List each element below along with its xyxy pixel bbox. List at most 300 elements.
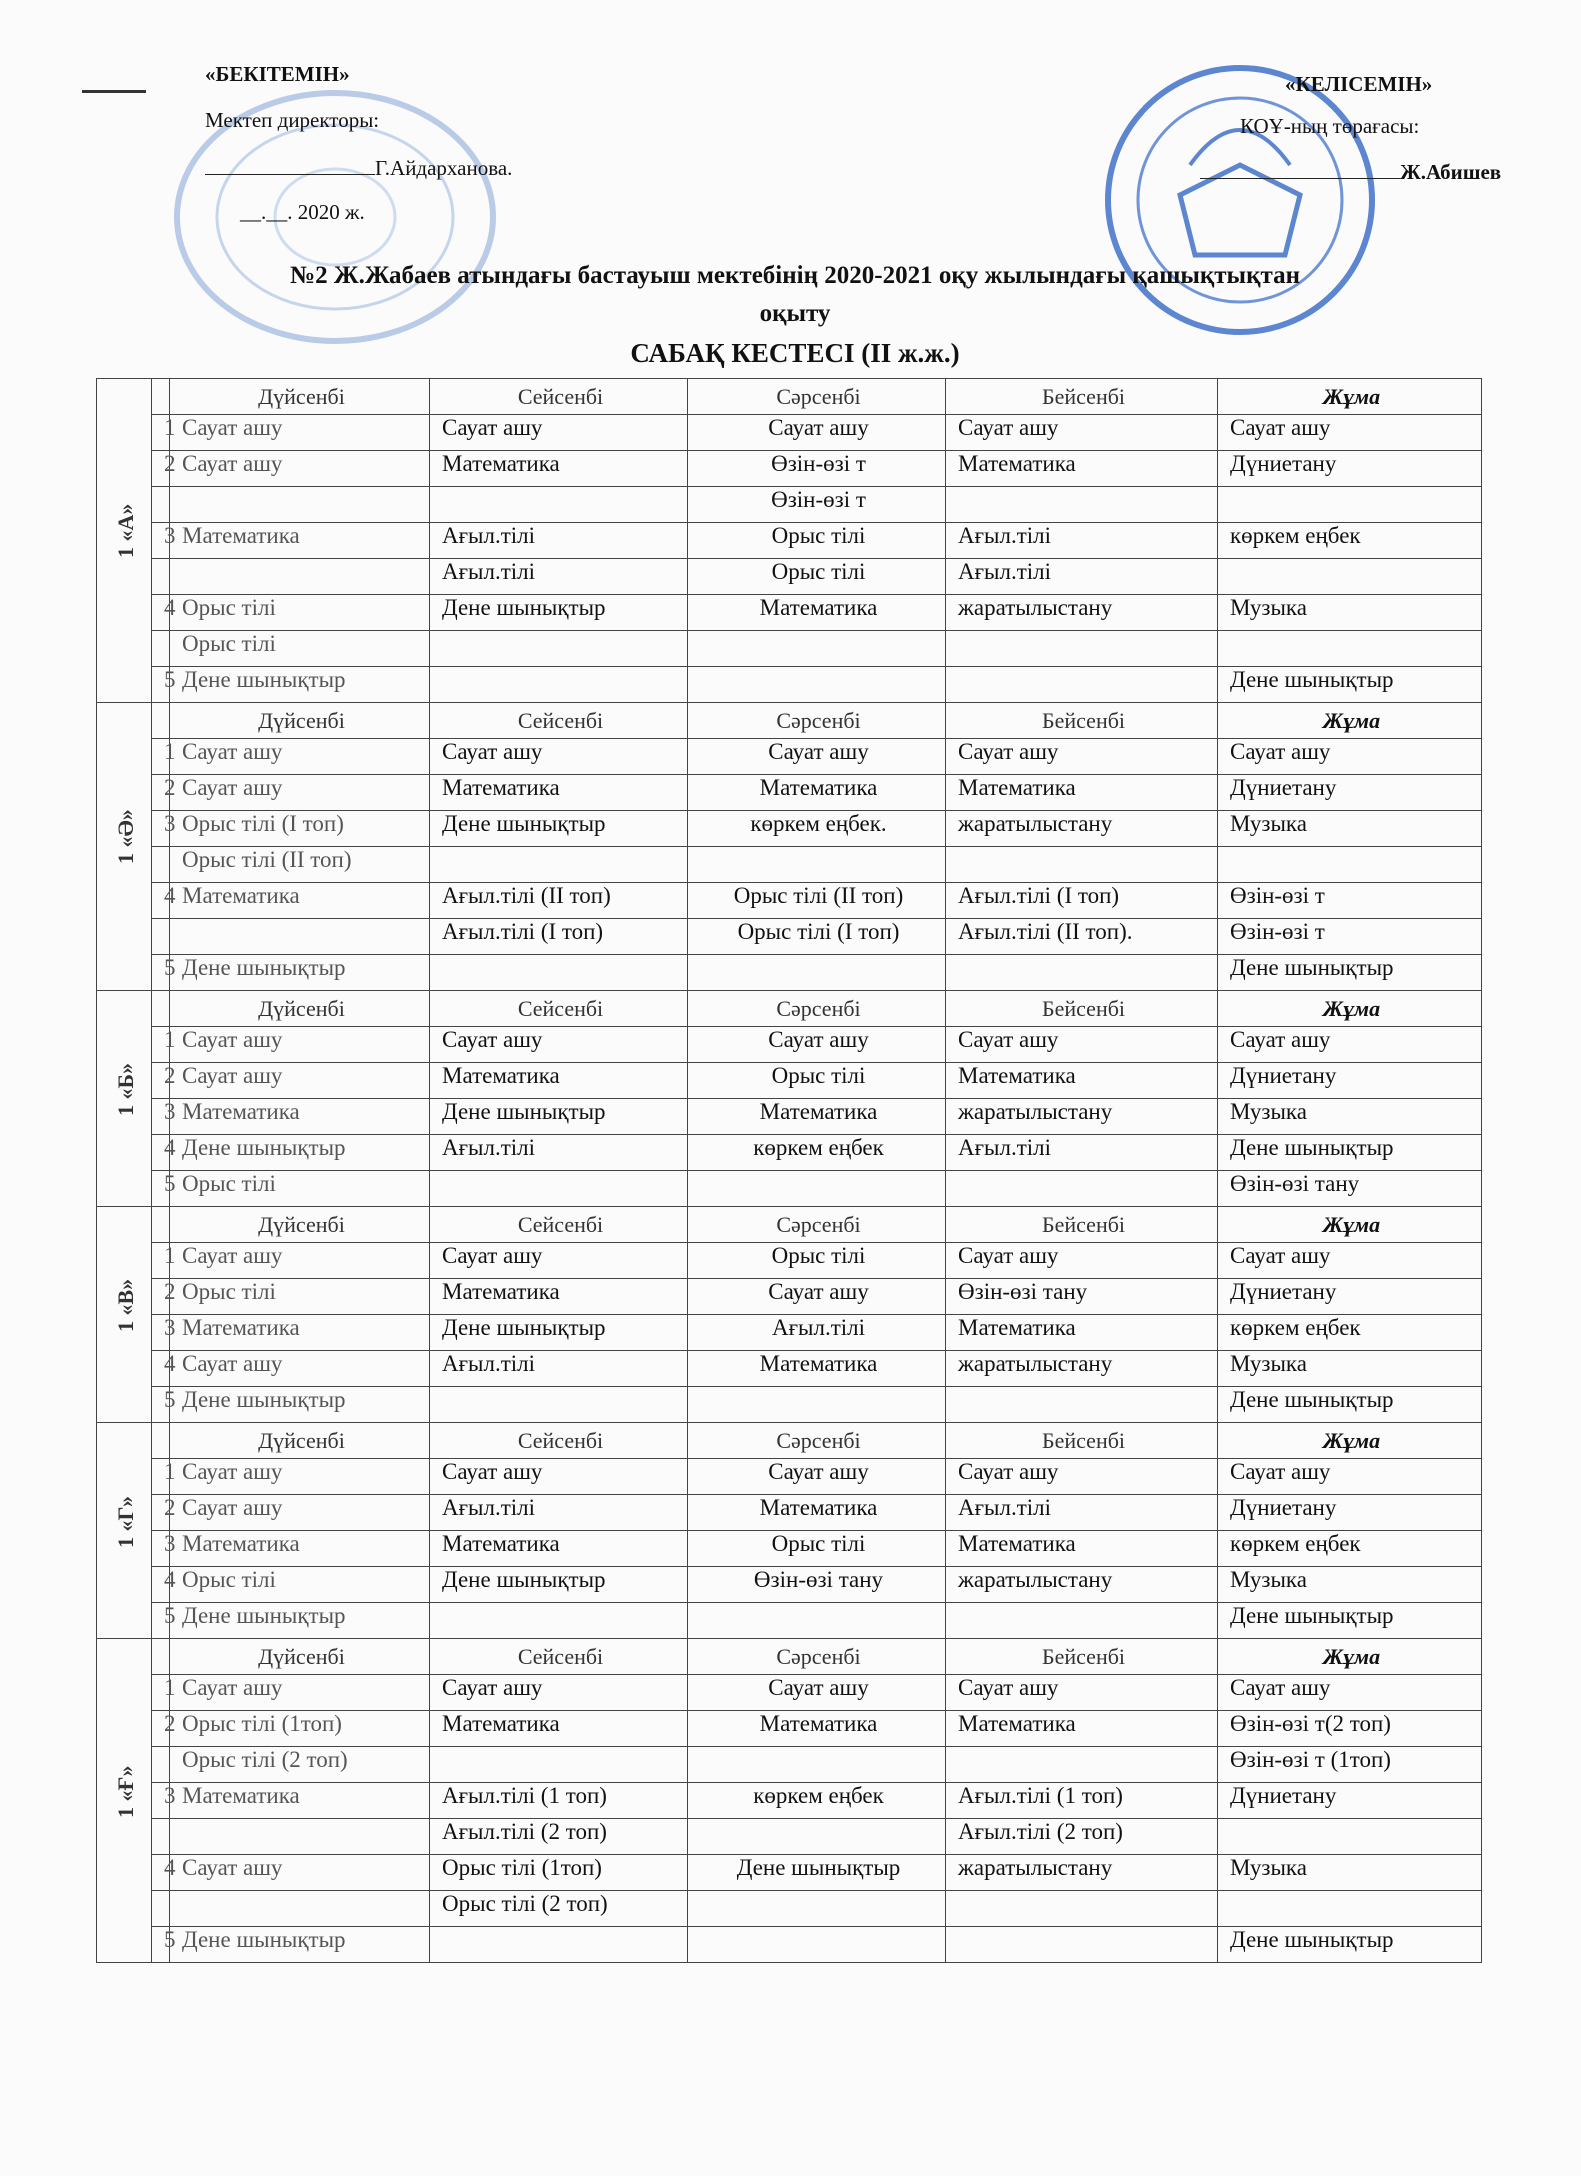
lesson-cell: Математика <box>688 1711 946 1747</box>
lesson-number: 5 <box>152 955 170 991</box>
class-label <box>97 379 152 703</box>
lesson-cell: Дене шынықтыр <box>430 1315 688 1351</box>
header-spacer <box>152 1423 170 1459</box>
lesson-cell: Орыс тілі <box>170 595 430 631</box>
class-name: 1 «Б» <box>113 1062 138 1116</box>
lesson-cell: Сауат ашу <box>1218 415 1482 451</box>
lesson-cell <box>170 1819 430 1855</box>
lesson-cell: Музыка <box>1218 1351 1482 1387</box>
lesson-cell <box>688 667 946 703</box>
lesson-cell: Дене шынықтыр <box>1218 1135 1482 1171</box>
lesson-cell: Ағыл.тілі <box>946 523 1218 559</box>
lesson-number: 5 <box>152 1927 170 1963</box>
lesson-cell <box>170 1891 430 1927</box>
lesson-cell: Орыс тілі <box>688 1243 946 1279</box>
lesson-cell: Сауат ашу <box>1218 1243 1482 1279</box>
lesson-cell: Сауат ашу <box>946 1243 1218 1279</box>
lesson-cell: жаратылыстану <box>946 595 1218 631</box>
lesson-row <box>97 1279 1482 1315</box>
lesson-cell: Математика <box>688 1495 946 1531</box>
lesson-cell: көркем еңбек <box>688 1783 946 1819</box>
lesson-cell: Сауат ашу <box>688 1027 946 1063</box>
lesson-cell: Ағыл.тілі (1 топ) <box>946 1783 1218 1819</box>
lesson-cell: Математика <box>688 1099 946 1135</box>
lesson-number <box>152 847 170 883</box>
lesson-cell <box>946 487 1218 523</box>
lesson-cell: Сауат ашу <box>1218 1459 1482 1495</box>
day-header: Жұма <box>1218 703 1482 739</box>
lesson-cell: Ағыл.тілі <box>430 1495 688 1531</box>
lesson-cell <box>1218 1891 1482 1927</box>
lesson-cell: Сауат ашу <box>430 415 688 451</box>
day-header: Жұма <box>1218 1423 1482 1459</box>
header-spacer <box>152 379 170 415</box>
header-spacer <box>152 1639 170 1675</box>
lesson-number: 3 <box>152 1531 170 1567</box>
lesson-number <box>152 559 170 595</box>
class-name: 1 «Ғ» <box>113 1765 138 1818</box>
lesson-cell: Ағыл.тілі (ІІ топ). <box>946 919 1218 955</box>
lesson-row <box>97 1351 1482 1387</box>
lesson-cell: Өзін-өзі тану <box>688 1567 946 1603</box>
stray-pen-mark <box>82 90 146 93</box>
lesson-cell: Сауат ашу <box>946 415 1218 451</box>
day-header: Бейсенбі <box>946 703 1218 739</box>
class-name: 1 «А» <box>113 503 138 558</box>
lesson-cell: Математика <box>688 595 946 631</box>
lesson-cell: Сауат ашу <box>170 1459 430 1495</box>
day-header: Сәрсенбі <box>688 1639 946 1675</box>
lesson-number <box>152 631 170 667</box>
lesson-row <box>97 1063 1482 1099</box>
lesson-cell: Сауат ашу <box>170 1027 430 1063</box>
lesson-cell: Ағыл.тілі (І топ) <box>430 919 688 955</box>
document-title-continued: оқыту <box>759 300 831 327</box>
day-header: Бейсенбі <box>946 1639 1218 1675</box>
lesson-cell: Сауат ашу <box>170 1063 430 1099</box>
day-header: Сейсенбі <box>430 1207 688 1243</box>
lesson-number: 2 <box>152 775 170 811</box>
lesson-cell: Ағыл.тілі <box>430 1351 688 1387</box>
lesson-cell: Өзін-өзі т <box>688 451 946 487</box>
lesson-number: 4 <box>152 1855 170 1891</box>
lesson-cell: Математика <box>170 883 430 919</box>
lesson-cell <box>688 955 946 991</box>
lesson-number <box>152 487 170 523</box>
day-header: Сәрсенбі <box>688 703 946 739</box>
lesson-row <box>97 1099 1482 1135</box>
lesson-cell: Орыс тілі (ІІ топ) <box>688 883 946 919</box>
lesson-cell: көркем еңбек <box>1218 523 1482 559</box>
lesson-row <box>97 847 1482 883</box>
lesson-cell <box>1218 631 1482 667</box>
lesson-row <box>97 1171 1482 1207</box>
day-header-row <box>97 1639 1482 1675</box>
lesson-row <box>97 1927 1482 1963</box>
lesson-cell <box>430 847 688 883</box>
lesson-cell <box>430 955 688 991</box>
director-label: Мектеп директоры: <box>205 108 380 132</box>
lesson-cell: Орыс тілі <box>170 1567 430 1603</box>
lesson-number: 5 <box>152 667 170 703</box>
lesson-cell: Орыс тілі (2 топ) <box>430 1891 688 1927</box>
lesson-row <box>97 1675 1482 1711</box>
lesson-row <box>97 1567 1482 1603</box>
approve-left: «БЕКІТЕМІН» <box>205 62 350 86</box>
day-header: Бейсенбі <box>946 379 1218 415</box>
lesson-row <box>97 1711 1482 1747</box>
lesson-cell: Ағыл.тілі (І топ) <box>946 883 1218 919</box>
lesson-number: 1 <box>152 415 170 451</box>
lesson-cell: Орыс тілі <box>688 1063 946 1099</box>
lesson-cell: Дене шынықтыр <box>170 1387 430 1423</box>
lesson-cell <box>430 1387 688 1423</box>
lesson-row <box>97 1783 1482 1819</box>
lesson-cell: Математика <box>946 1315 1218 1351</box>
lesson-cell <box>430 1747 688 1783</box>
lesson-cell: Сауат ашу <box>688 415 946 451</box>
lesson-cell: жаратылыстану <box>946 1099 1218 1135</box>
lesson-row <box>97 1243 1482 1279</box>
class-label <box>97 1423 152 1639</box>
lesson-cell: Орыс тілі (1топ) <box>430 1855 688 1891</box>
lesson-cell <box>688 1171 946 1207</box>
lesson-cell: Сауат ашу <box>430 1675 688 1711</box>
lesson-cell: Ағыл.тілі (2 топ) <box>430 1819 688 1855</box>
lesson-number: 3 <box>152 1315 170 1351</box>
day-header: Сәрсенбі <box>688 379 946 415</box>
lesson-cell: Өзін-өзі т <box>1218 883 1482 919</box>
approve-right: «КЕЛІСЕМІН» <box>1285 72 1433 96</box>
lesson-cell: Дене шынықтыр <box>1218 1387 1482 1423</box>
lesson-cell <box>688 631 946 667</box>
lesson-cell: Ағыл.тілі <box>430 1135 688 1171</box>
lesson-row <box>97 1855 1482 1891</box>
class-name: 1 «Ә» <box>113 808 138 864</box>
lesson-cell <box>946 1747 1218 1783</box>
lesson-cell: жаратылыстану <box>946 1351 1218 1387</box>
day-header: Жұма <box>1218 1639 1482 1675</box>
lesson-cell: Дене шынықтыр <box>170 667 430 703</box>
document-title: №2 Ж.Жабаев атындағы бастауыш мектебінің 2020-2021 оқу жылындағы қашықтықтан <box>290 262 1300 289</box>
lesson-cell <box>946 955 1218 991</box>
lesson-cell: Сауат ашу <box>430 739 688 775</box>
day-header: Дүйсенбі <box>170 1639 430 1675</box>
lesson-cell: Сауат ашу <box>688 1279 946 1315</box>
lesson-cell <box>688 1387 946 1423</box>
lesson-cell: Сауат ашу <box>688 1459 946 1495</box>
header-spacer <box>152 703 170 739</box>
lesson-cell: Математика <box>430 451 688 487</box>
lesson-cell: Дүниетану <box>1218 451 1482 487</box>
lesson-row <box>97 1387 1482 1423</box>
day-header: Жұма <box>1218 379 1482 415</box>
lesson-cell <box>688 1603 946 1639</box>
lesson-cell: Дене шынықтыр <box>430 595 688 631</box>
lesson-cell: Музыка <box>1218 1567 1482 1603</box>
lesson-cell: көркем еңбек <box>1218 1531 1482 1567</box>
class-label <box>97 1207 152 1423</box>
day-header: Сәрсенбі <box>688 1207 946 1243</box>
day-header: Дүйсенбі <box>170 1423 430 1459</box>
lesson-cell: Орыс тілі (І топ) <box>170 811 430 847</box>
lesson-row <box>97 1531 1482 1567</box>
lesson-cell: Ағыл.тілі <box>688 1315 946 1351</box>
lesson-cell: Ағыл.тілі <box>430 559 688 595</box>
lesson-cell <box>430 1927 688 1963</box>
lesson-number: 4 <box>152 1567 170 1603</box>
lesson-row <box>97 1891 1482 1927</box>
lesson-number <box>152 919 170 955</box>
lesson-cell <box>688 1747 946 1783</box>
lesson-row <box>97 883 1482 919</box>
lesson-number: 2 <box>152 1063 170 1099</box>
lesson-cell: Өзін-өзі тану <box>1218 1171 1482 1207</box>
lesson-number: 1 <box>152 1243 170 1279</box>
day-header: Дүйсенбі <box>170 991 430 1027</box>
lesson-row <box>97 559 1482 595</box>
lesson-cell: Өзін-өзі тану <box>946 1279 1218 1315</box>
lesson-cell: Дене шынықтыр <box>170 1603 430 1639</box>
director-name: Г.Айдарханова. <box>375 156 513 180</box>
lesson-cell: Ағыл.тілі (ІІ топ) <box>430 883 688 919</box>
lesson-cell <box>946 667 1218 703</box>
day-header-row <box>97 1423 1482 1459</box>
lesson-cell: Математика <box>170 523 430 559</box>
lesson-cell <box>688 1927 946 1963</box>
lesson-cell <box>946 1891 1218 1927</box>
day-header: Сәрсенбі <box>688 1423 946 1459</box>
lesson-cell: Орыс тілі (ІІ топ) <box>170 847 430 883</box>
lesson-cell: Орыс тілі <box>170 1171 430 1207</box>
lesson-cell <box>430 1171 688 1207</box>
lesson-cell: Математика <box>170 1315 430 1351</box>
class-label <box>97 1639 152 1963</box>
day-header: Жұма <box>1218 991 1482 1027</box>
day-header: Сейсенбі <box>430 379 688 415</box>
lesson-row <box>97 775 1482 811</box>
lesson-cell <box>1218 1819 1482 1855</box>
lesson-cell: көркем еңбек <box>688 1135 946 1171</box>
schedule-title: САБАҚ КЕСТЕСІ (ІІ ж.ж.) <box>630 338 960 368</box>
lesson-cell <box>430 631 688 667</box>
day-header: Сәрсенбі <box>688 991 946 1027</box>
lesson-cell <box>946 847 1218 883</box>
lesson-cell: Дене шынықтыр <box>170 955 430 991</box>
class-label <box>97 703 152 991</box>
lesson-cell: Математика <box>946 1063 1218 1099</box>
lesson-cell: Математика <box>430 1531 688 1567</box>
lesson-cell: Математика <box>946 775 1218 811</box>
lesson-cell: Математика <box>946 1711 1218 1747</box>
lesson-cell <box>1218 559 1482 595</box>
lesson-cell: Ағыл.тілі (2 топ) <box>946 1819 1218 1855</box>
lesson-row <box>97 811 1482 847</box>
lesson-cell: Математика <box>688 1351 946 1387</box>
lesson-cell: Сауат ашу <box>430 1243 688 1279</box>
lesson-cell: Дене шынықтыр <box>1218 1927 1482 1963</box>
lesson-cell: Дүниетану <box>1218 1495 1482 1531</box>
lesson-cell: Сауат ашу <box>430 1027 688 1063</box>
lesson-cell: Орыс тілі (І топ) <box>688 919 946 955</box>
lesson-cell: Өзін-өзі т <box>688 487 946 523</box>
lesson-cell: Сауат ашу <box>1218 739 1482 775</box>
lesson-number <box>152 1891 170 1927</box>
lesson-cell <box>688 1819 946 1855</box>
lesson-cell: жаратылыстану <box>946 811 1218 847</box>
lesson-row <box>97 1495 1482 1531</box>
lesson-cell: Орыс тілі (2 топ) <box>170 1747 430 1783</box>
lesson-cell: Дене шынықтыр <box>430 811 688 847</box>
lesson-number: 4 <box>152 1351 170 1387</box>
day-header-row <box>97 703 1482 739</box>
lesson-row <box>97 451 1482 487</box>
lesson-number: 4 <box>152 883 170 919</box>
lesson-cell: Математика <box>430 775 688 811</box>
lesson-cell: Дүниетану <box>1218 1063 1482 1099</box>
lesson-cell: Сауат ашу <box>170 1495 430 1531</box>
lesson-cell: Орыс тілі <box>688 559 946 595</box>
lesson-row <box>97 1315 1482 1351</box>
lesson-row <box>97 1459 1482 1495</box>
lesson-cell <box>170 487 430 523</box>
lesson-cell <box>1218 847 1482 883</box>
lesson-row <box>97 487 1482 523</box>
lesson-cell <box>946 1387 1218 1423</box>
lesson-cell: Орыс тілі <box>170 631 430 667</box>
day-header: Дүйсенбі <box>170 379 430 415</box>
lesson-cell: Математика <box>946 451 1218 487</box>
lesson-cell: Орыс тілі (1топ) <box>170 1711 430 1747</box>
lesson-cell: Сауат ашу <box>1218 1675 1482 1711</box>
day-header: Бейсенбі <box>946 1423 1218 1459</box>
lesson-number: 1 <box>152 1675 170 1711</box>
lesson-number: 5 <box>152 1603 170 1639</box>
day-header: Сейсенбі <box>430 1639 688 1675</box>
lesson-number: 1 <box>152 1459 170 1495</box>
day-header: Бейсенбі <box>946 1207 1218 1243</box>
day-header: Дүйсенбі <box>170 703 430 739</box>
day-header-row <box>97 1207 1482 1243</box>
lesson-number: 3 <box>152 523 170 559</box>
schedule-table <box>96 378 1482 1963</box>
day-header: Жұма <box>1218 1207 1482 1243</box>
lesson-number <box>152 1819 170 1855</box>
lesson-cell: Математика <box>170 1531 430 1567</box>
lesson-cell: Математика <box>170 1099 430 1135</box>
union-signature-line <box>1200 160 1501 185</box>
lesson-number: 2 <box>152 1495 170 1531</box>
lesson-cell <box>170 919 430 955</box>
class-name: 1 «В» <box>113 1278 138 1332</box>
lesson-cell <box>946 1927 1218 1963</box>
header-spacer <box>152 991 170 1027</box>
lesson-cell: Дүниетану <box>1218 1279 1482 1315</box>
lesson-cell: Дене шынықтыр <box>1218 955 1482 991</box>
lesson-cell: Сауат ашу <box>170 775 430 811</box>
lesson-row <box>97 739 1482 775</box>
lesson-row <box>97 631 1482 667</box>
lesson-cell: Өзін-өзі т <box>1218 919 1482 955</box>
lesson-row <box>97 1603 1482 1639</box>
lesson-cell: Орыс тілі <box>688 1531 946 1567</box>
lesson-cell: Сауат ашу <box>430 1459 688 1495</box>
lesson-cell <box>688 847 946 883</box>
lesson-cell: Орыс тілі <box>170 1279 430 1315</box>
lesson-cell: Математика <box>430 1711 688 1747</box>
day-header: Дүйсенбі <box>170 1207 430 1243</box>
lesson-cell: Математика <box>430 1279 688 1315</box>
lesson-cell: Дене шынықтыр <box>1218 1603 1482 1639</box>
lesson-cell <box>1218 487 1482 523</box>
lesson-cell: Сауат ашу <box>946 1027 1218 1063</box>
lesson-number: 1 <box>152 739 170 775</box>
union-label: КОҰ-ның төрағасы: <box>1240 114 1420 138</box>
lesson-number: 5 <box>152 1171 170 1207</box>
lesson-cell: Сауат ашу <box>170 1855 430 1891</box>
lesson-cell: жаратылыстану <box>946 1855 1218 1891</box>
lesson-cell: Дүниетану <box>1218 1783 1482 1819</box>
lesson-cell: Дене шынықтыр <box>170 1135 430 1171</box>
lesson-cell: Сауат ашу <box>170 1675 430 1711</box>
lesson-cell: Сауат ашу <box>170 739 430 775</box>
lesson-cell: Дене шынықтыр <box>688 1855 946 1891</box>
lesson-row <box>97 1747 1482 1783</box>
lesson-row <box>97 667 1482 703</box>
lesson-row <box>97 595 1482 631</box>
lesson-cell: Өзін-өзі т (1топ) <box>1218 1747 1482 1783</box>
lesson-number: 4 <box>152 1135 170 1171</box>
lesson-row <box>97 919 1482 955</box>
lesson-cell: Математика <box>430 1063 688 1099</box>
lesson-cell: жаратылыстану <box>946 1567 1218 1603</box>
lesson-number: 1 <box>152 1027 170 1063</box>
lesson-cell: Математика <box>170 1783 430 1819</box>
document-date: __.__. 2020 ж. <box>240 200 365 224</box>
lesson-number: 3 <box>152 1099 170 1135</box>
lesson-cell: Өзін-өзі т(2 топ) <box>1218 1711 1482 1747</box>
lesson-cell: Сауат ашу <box>688 739 946 775</box>
lesson-cell: Ағыл.тілі <box>430 523 688 559</box>
lesson-cell <box>946 1171 1218 1207</box>
day-header: Сейсенбі <box>430 703 688 739</box>
lesson-row <box>97 1819 1482 1855</box>
lesson-cell: Дене шынықтыр <box>1218 667 1482 703</box>
lesson-cell: көркем еңбек <box>1218 1315 1482 1351</box>
lesson-cell: Сауат ашу <box>170 1243 430 1279</box>
lesson-cell: Музыка <box>1218 811 1482 847</box>
lesson-cell: Дене шынықтыр <box>170 1927 430 1963</box>
union-name: Ж.Абишев <box>1400 160 1502 184</box>
day-header-row <box>97 991 1482 1027</box>
lesson-number: 3 <box>152 1783 170 1819</box>
lesson-cell <box>430 1603 688 1639</box>
lesson-number: 5 <box>152 1387 170 1423</box>
lesson-cell: Дене шынықтыр <box>430 1567 688 1603</box>
lesson-cell: Сауат ашу <box>1218 1027 1482 1063</box>
lesson-cell: Сауат ашу <box>946 1459 1218 1495</box>
lesson-row <box>97 415 1482 451</box>
lesson-row <box>97 1135 1482 1171</box>
lesson-cell: Математика <box>688 775 946 811</box>
lesson-cell <box>430 667 688 703</box>
lesson-cell <box>688 1891 946 1927</box>
lesson-cell: Музыка <box>1218 1099 1482 1135</box>
lesson-cell: Сауат ашу <box>688 1675 946 1711</box>
header-spacer <box>152 1207 170 1243</box>
class-name: 1 «Г» <box>113 1495 138 1548</box>
lesson-row <box>97 955 1482 991</box>
